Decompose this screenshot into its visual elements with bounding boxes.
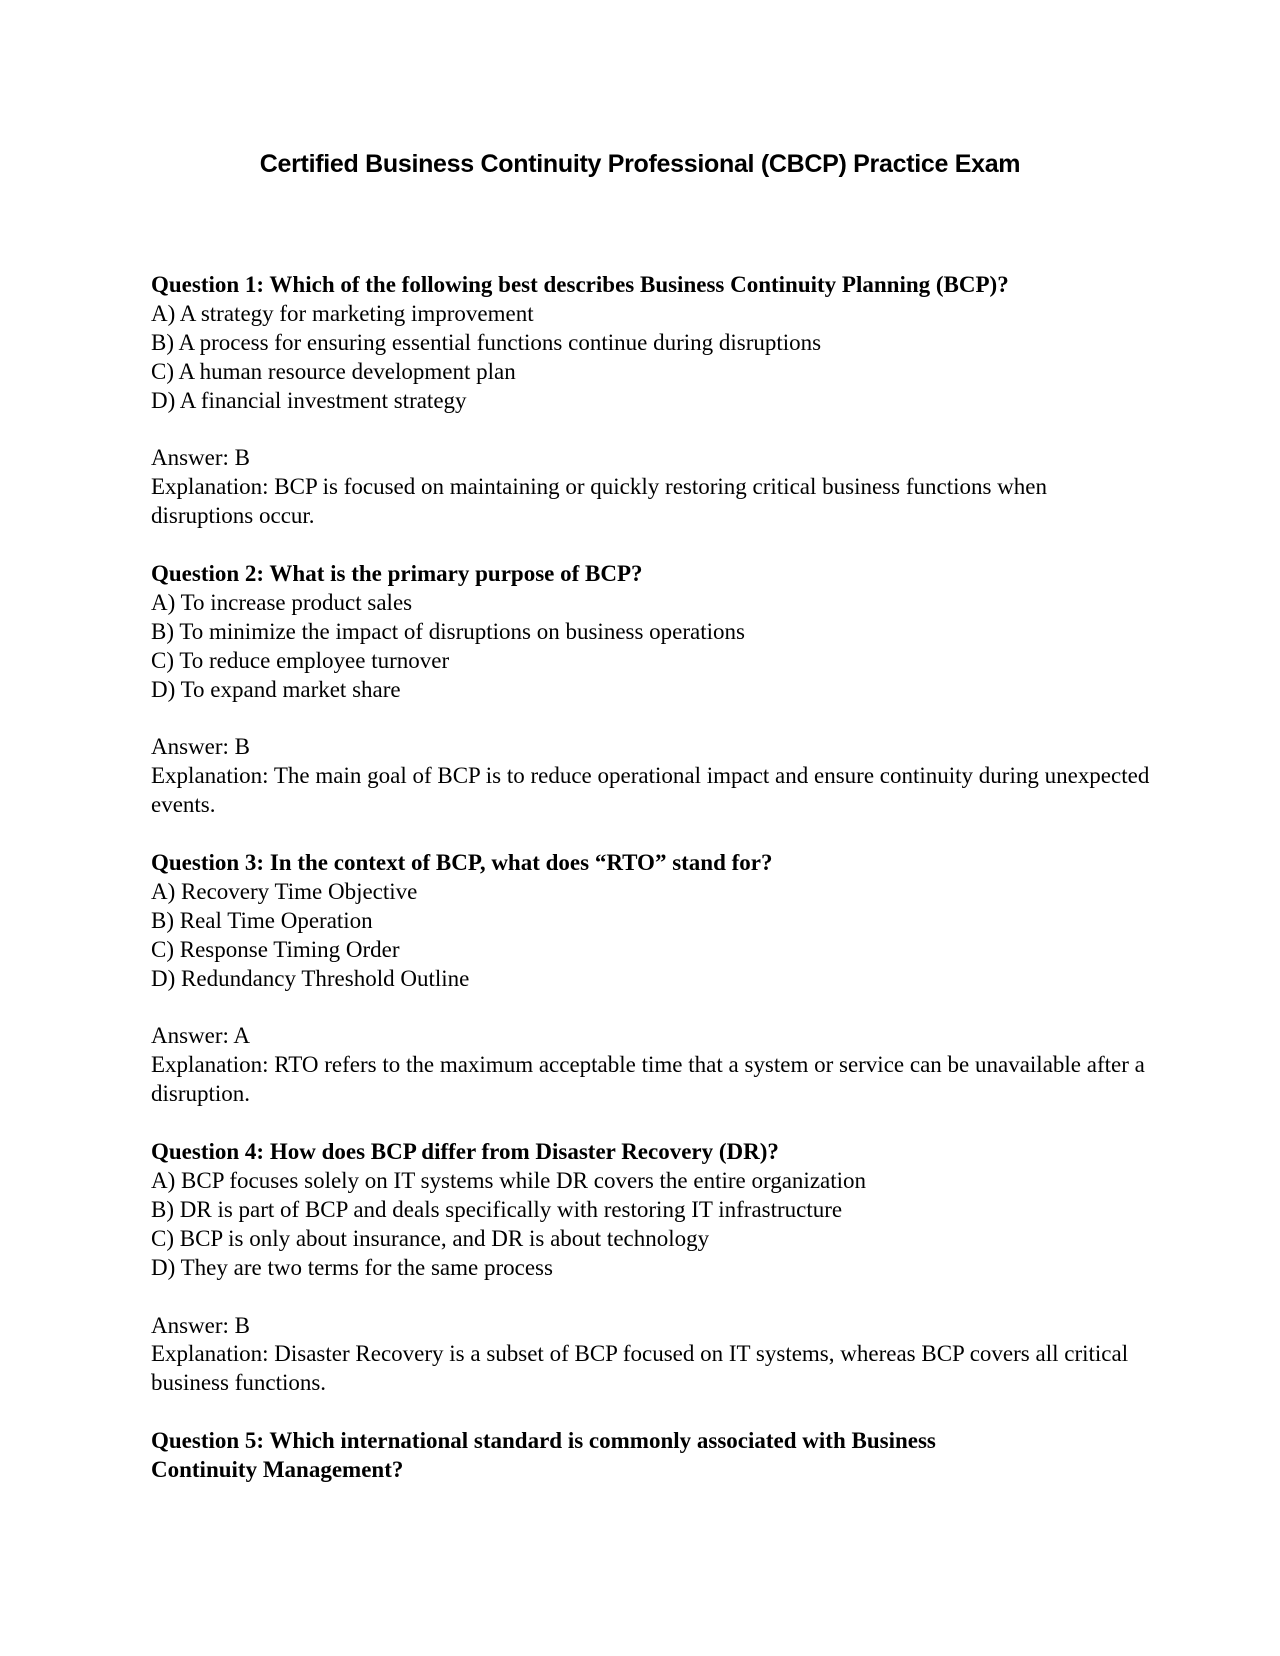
answer: Answer: B [151,445,251,471]
question-3 [151,849,1151,1138]
question-5 [151,1427,1151,1485]
answer: Answer: B [151,1312,251,1338]
option-c: C) Response Timing Order [151,936,400,962]
question-title: Question 2: What is the primary purpose of BCP? [151,561,643,587]
option-a: A) To increase product sales [151,589,413,615]
question-title: Question 1: Which of the following best describes Business Continuity Planning (BCP)? [151,272,1009,297]
question-title: Question 4: How does BCP differ from Disaster Recovery (DR)? [151,1139,779,1165]
explanation: Explanation: The main goal of BCP is to reduce operational impact and ensure continuity during unexpected events. [151,763,1150,818]
option-b: B) DR is part of BCP and deals specifically with restoring IT infrastructure [151,1196,843,1222]
option-a: A) Recovery Time Objective [151,878,418,904]
option-a: A) A strategy for marketing improvement [151,300,534,326]
option-d: D) They are two terms for the same process [151,1254,553,1280]
question-title: Question 3: In the context of BCP, what does “RTO” stand for? [151,850,773,876]
question-2 [151,560,1151,849]
question-title: Question 5: Which international standard is commonly associated with Business Continuity Management? [151,1428,936,1483]
option-d: D) Redundancy Threshold Outline [151,965,470,991]
option-b: B) Real Time Operation [151,907,373,933]
option-b: B) To minimize the impact of disruptions on business operations [151,618,745,644]
option-c: C) A human resource development plan [151,358,516,384]
option-c: C) BCP is only about insurance, and DR is about technology [151,1225,710,1251]
option-a: A) BCP focuses solely on IT systems while DR covers the entire organization [151,1168,867,1193]
answer: Answer: A [151,1023,251,1049]
page-title: Certified Business Continuity Professional (CBCP) Practice Exam [259,150,1021,178]
question-list [151,271,1151,1485]
option-c: C) To reduce employee turnover [151,647,450,673]
question-4 [151,1138,1151,1427]
explanation: Explanation: BCP is focused on maintaining or quickly restoring critical business functions when disruptions occur. [151,474,1048,529]
explanation: Explanation: RTO refers to the maximum acceptable time that a system or service can be unavailable after a disruption. [151,1052,1145,1107]
explanation: Explanation: Disaster Recovery is a subset of BCP focused on IT systems, whereas BCP covers all critical business functions. [151,1341,1129,1396]
question-1 [151,271,1151,560]
option-d: D) To expand market share [151,676,401,702]
answer: Answer: B [151,734,251,760]
option-d: D) A financial investment strategy [151,387,467,413]
option-b: B) A process for ensuring essential functions continue during disruptions [151,329,822,355]
